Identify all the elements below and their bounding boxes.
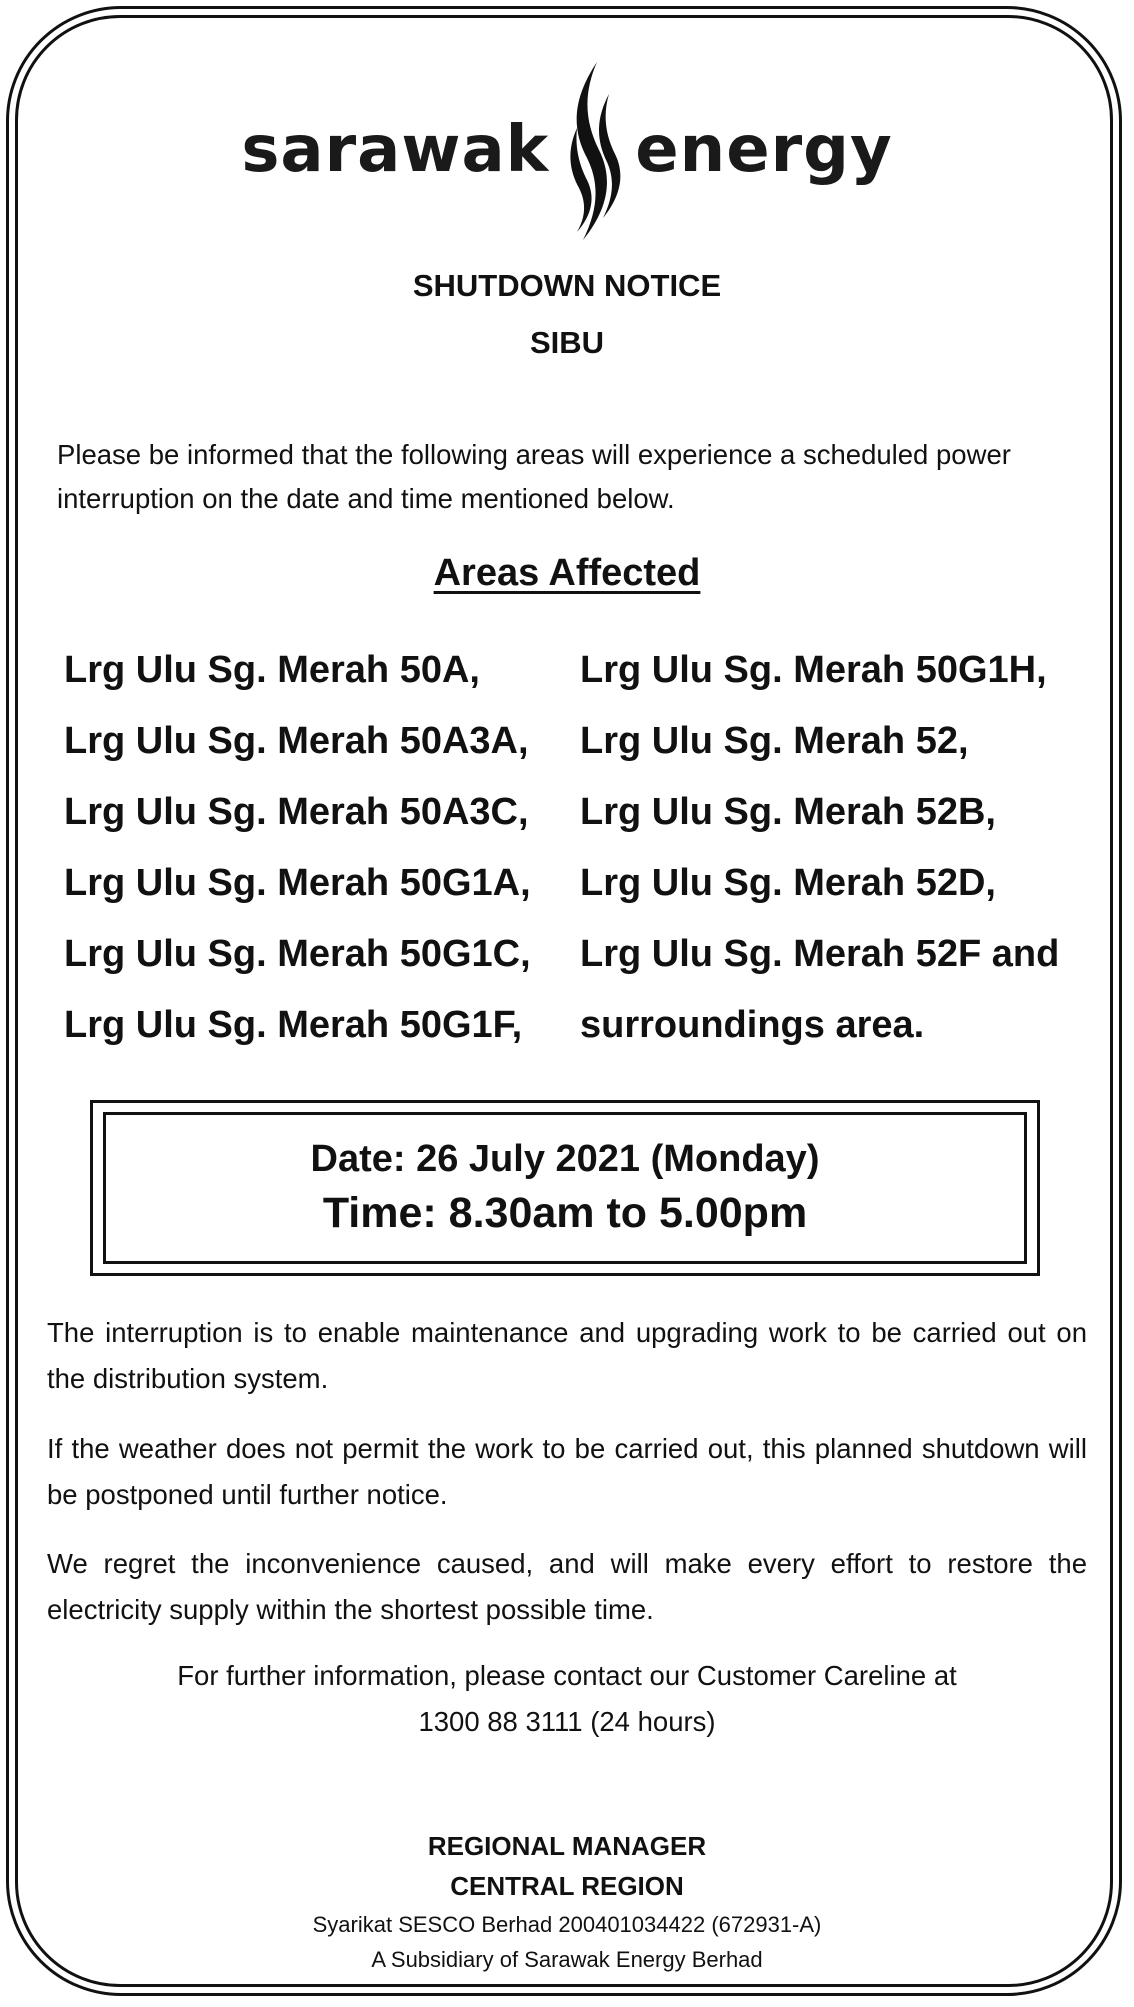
area-item: Lrg Ulu Sg. Merah 52B,: [580, 791, 996, 833]
schedule-box-inner: [103, 1112, 1027, 1264]
weather-paragraph: If the weather does not permit the work to be carried out, this planned shutdown will be postponed until further notice.: [47, 1433, 1087, 1510]
area-item: Lrg Ulu Sg. Merah 50A3A,: [64, 720, 529, 762]
company-registration: Syarikat SESCO Berhad 200401034422 (672931-A): [312, 1912, 822, 1937]
careline-number: 1300 88 3111 (24 hours): [418, 1706, 716, 1737]
area-item: Lrg Ulu Sg. Merah 50G1A,: [64, 862, 531, 904]
logo-word-right: energy: [635, 113, 893, 187]
flame-icon: [553, 58, 631, 243]
areas-heading: [0, 552, 1134, 595]
area-item: surroundings area.: [580, 1004, 925, 1046]
subsidiary-line: A Subsidiary of Sarawak Energy Berhad: [371, 1947, 763, 1972]
schedule-date: Date: 26 July 2021 (Monday): [310, 1138, 820, 1180]
area-item: Lrg Ulu Sg. Merah 52F and: [580, 933, 1060, 975]
areas-heading-text: Areas Affected: [433, 552, 701, 594]
sarawak-energy-logo: [0, 55, 1134, 245]
areas-list-right: [580, 640, 1059, 1066]
schedule-box: [90, 1100, 1040, 1276]
area-item: Lrg Ulu Sg. Merah 52,: [580, 720, 969, 762]
area-item: Lrg Ulu Sg. Merah 50G1C,: [64, 933, 531, 975]
reason-paragraph: The interruption is to enable maintenance and upgrading work to be carried out on the distribution system.: [47, 1317, 1087, 1394]
notice-title: SHUTDOWN NOTICE: [412, 268, 722, 303]
notice-location: SIBU: [529, 325, 605, 360]
regret-paragraph: We regret the inconvenience caused, and will make every effort to restore the electricity supply within the shortest possible time.: [47, 1548, 1087, 1625]
schedule-time: Time: 8.30am to 5.00pm: [322, 1189, 808, 1237]
area-item: Lrg Ulu Sg. Merah 50A3C,: [64, 791, 529, 833]
area-item: Lrg Ulu Sg. Merah 50G1F,: [64, 1004, 523, 1046]
intro-paragraph: Please be informed that the following areas will experience a scheduled power interruption on the date and time mentioned below.: [57, 439, 1011, 514]
areas-list-left: [64, 640, 531, 1066]
area-item: Lrg Ulu Sg. Merah 52D,: [580, 862, 996, 904]
signatory-title: REGIONAL MANAGER: [427, 1831, 707, 1861]
signatory-region: CENTRAL REGION: [450, 1871, 684, 1901]
contact-text: For further information, please contact our Customer Careline at: [177, 1660, 957, 1691]
area-item: Lrg Ulu Sg. Merah 50G1H,: [580, 649, 1047, 691]
area-item: Lrg Ulu Sg. Merah 50A,: [64, 649, 480, 691]
logo-word-left: sarawak: [241, 113, 550, 187]
